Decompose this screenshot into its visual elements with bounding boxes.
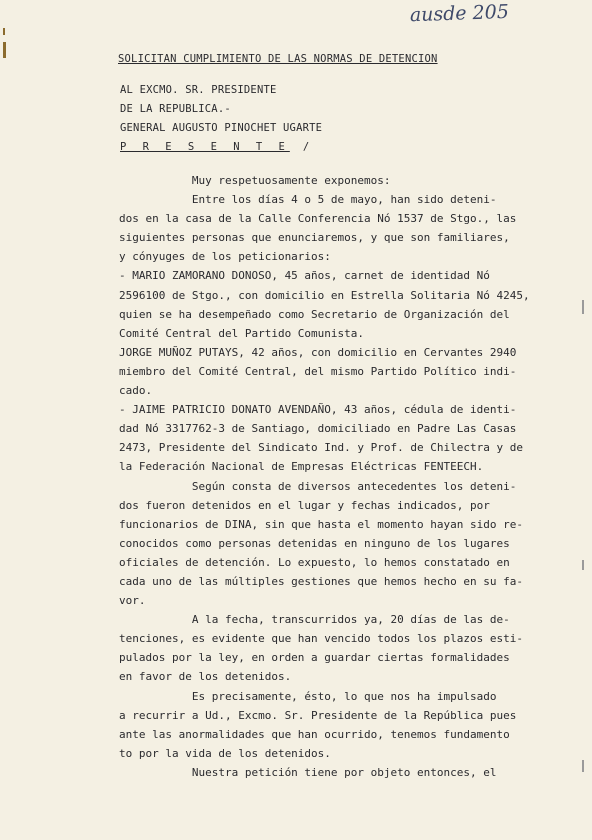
body-line: la Federación Nacional de Empresas Eléctricas FENTEECH. [119,460,484,474]
presente-label: P R E S E N T E [120,141,290,153]
body-line: Nuestra petición tiene por objeto entonces, el [119,765,497,779]
body-line: Entre los días 4 o 5 de mayo, han sido deteni- [119,193,497,207]
edge-mark [582,560,584,570]
body-line: Es precisamente, ésto, lo que nos ha impulsado [119,689,497,703]
body-line: - MARIO ZAMORANO DONOSO, 45 años, carnet de identidad Nó [119,269,490,283]
margin-mark [3,28,5,35]
edge-mark [582,300,584,314]
body-line: Muy respetuosamente exponemos: [119,174,391,187]
body-line: miembro del Comité Central, del mismo Partido Político indi- [119,364,517,378]
body-line: to por la vida de los detenidos. [119,746,331,760]
body-line: 2596100 de Stgo., con domicilio en Estrella Solitaria Nó 4245, [119,288,530,302]
body-line: cado. [119,384,153,398]
body-line: pulados por la ley, en orden a guardar ciertas formalidades [119,651,510,665]
margin-mark [3,42,6,58]
body-line: cada uno de las múltiples gestiones que hemos hecho en su fa- [119,574,523,588]
body-line: tenciones, es evidente que han vencido todos los plazos esti- [119,632,523,646]
body-line: conocidos como personas detenidas en ninguno de los lugares [119,536,510,550]
body-line: dad Nó 3317762-3 de Santiago, domiciliado en Padre Las Casas [119,422,517,436]
body-line: dos fueron detenidos en el lugar y fechas indicados, por [119,498,490,512]
handwritten-annotation: ausde 205 [409,0,510,27]
body-line: dos en la casa de la Calle Conferencia Nó 1537 de Stgo., las [119,212,517,226]
edge-mark [582,760,584,772]
presente-line [120,138,322,157]
body-line: ante las anormalidades que han ocurrido, tenemos fundamento [119,727,510,741]
body-line: funcionarios de DINA, sin que hasta el momento hayan sido re- [119,517,523,531]
body-line: y cónyuges de los peticionarios: [119,250,331,264]
addressee-line: GENERAL AUGUSTO PINOCHET UGARTE [120,122,323,134]
body-line: quien se ha desempeñado como Secretario de Organización del [119,307,510,321]
body-line: a recurrir a Ud., Excmo. Sr. Presidente de la República pues [119,708,517,722]
body-line: A la fecha, transcurridos ya, 20 días de las de- [119,613,510,627]
body-line: siguientes personas que enunciaremos, y que son familiares, [119,231,510,245]
body-line: en favor de los detenidos. [119,670,292,684]
body-line: JORGE MUÑOZ PUTAYS, 42 años, con domicilio en Cervantes 2940 [119,345,517,359]
body-line: oficiales de detención. Lo expuesto, lo hemos constatado en [119,555,510,569]
body-line: 2473, Presidente del Sindicato Ind. y Prof. de Chilectra y de [119,441,523,455]
body-line: - JAIME PATRICIO DONATO AVENDAÑO, 43 años, cédula de identi- [119,403,517,417]
letter-body [119,171,579,782]
addressee-line: DE LA REPUBLICA.- [120,103,231,115]
addressee-block [120,81,322,157]
presente-mark: / [289,141,310,153]
body-line: vor. [119,594,146,608]
body-line: Comité Central del Partido Comunista. [119,326,365,340]
document-heading: SOLICITAN CUMPLIMIENTO DE LAS NORMAS DE DETENCION [118,53,438,65]
body-line: Según consta de diversos antecedentes los deteni- [119,479,517,493]
addressee-line: AL EXCMO. SR. PRESIDENTE [120,84,277,96]
